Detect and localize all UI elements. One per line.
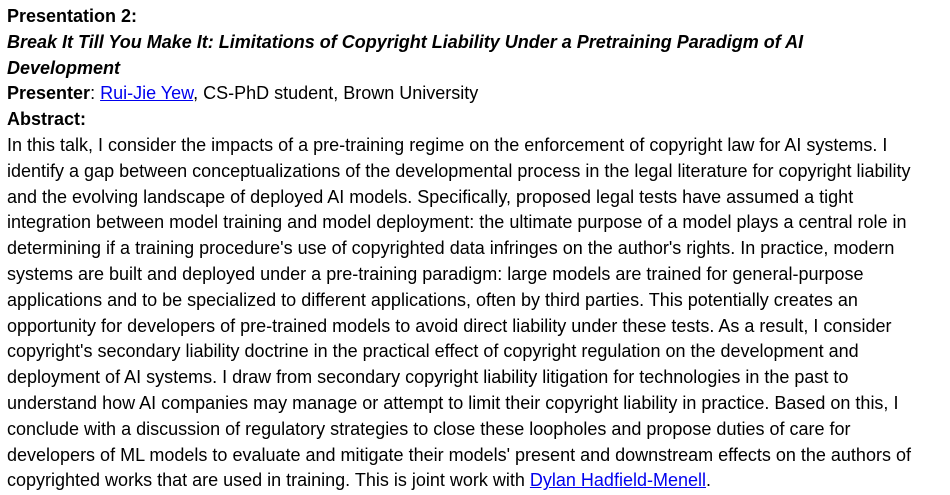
presenter-affiliation: , CS-PhD student, Brown University	[193, 83, 479, 104]
abstract-line: copyright's secondary liability doctrine in the practical effect of copyright regulation on the development and	[7, 341, 859, 362]
talk-title-line1: Break It Till You Make It: Limitations of Copyright Liability Under a Pretraining Paradigm of AI	[7, 31, 804, 52]
abstract-line: understand how AI companies may manage or attempt to limit their copyright liability in practice. Based on this, I	[7, 392, 899, 413]
abstract-line: developers of ML models to evaluate and mitigate their models' present and downstream effects on the authors of	[7, 444, 911, 465]
abstract-body	[7, 133, 947, 494]
abstract-last-line	[7, 468, 947, 494]
abstract-line: conclude with a discussion of regulatory strategies to close these loopholes and propose duties of care for	[7, 418, 851, 439]
abstract-last-line-period: .	[706, 470, 712, 491]
abstract-line: and the evolving landscape of deployed AI models. Specifically, proposed legal tests have assumed a tight	[7, 186, 854, 207]
abstract-line: deployment of AI systems. I draw from secondary copyright liability litigation for technologies in the past to	[7, 367, 849, 388]
abstract-line: opportunity for developers of pre-trained models to avoid direct liability under these tests. As a result, I consider	[7, 315, 892, 336]
abstract-line: In this talk, I consider the impacts of a pre-training regime on the enforcement of copyright law for AI systems. I	[7, 134, 888, 155]
abstract-line: systems are built and deployed under a pre-training paradigm: large models are trained for general-purpose	[7, 263, 864, 284]
abstract-line: identify a gap between conceptualizations of the developmental process in the legal literature for copyright liability	[7, 160, 911, 181]
presenter-line	[7, 81, 950, 107]
abstract-line: applications and to be specialized to different applications, often by third parties. This potentially creates an	[7, 289, 858, 310]
abstract-line: integration between model training and model deployment: the ultimate purpose of a model plays a central role in	[7, 212, 907, 233]
coauthor-link[interactable]: Dylan Hadfield-Menell	[529, 470, 706, 491]
presenter-label: Presenter	[7, 83, 91, 104]
abstract-label: Abstract:	[7, 109, 87, 130]
presenter-name-link[interactable]: Rui-Jie Yew	[100, 83, 194, 104]
talk-title-line2: Development	[7, 57, 121, 78]
abstract-line: determining if a training procedure's use of copyrighted data infringes on the author's rights. In practice, modern	[7, 238, 895, 259]
talk-title	[7, 30, 857, 82]
presenter-separator: :	[90, 83, 101, 104]
presentation-heading: Presentation 2:	[7, 6, 138, 26]
abstract-last-line-text: copyrighted works that are used in training. This is joint work with	[7, 470, 530, 491]
